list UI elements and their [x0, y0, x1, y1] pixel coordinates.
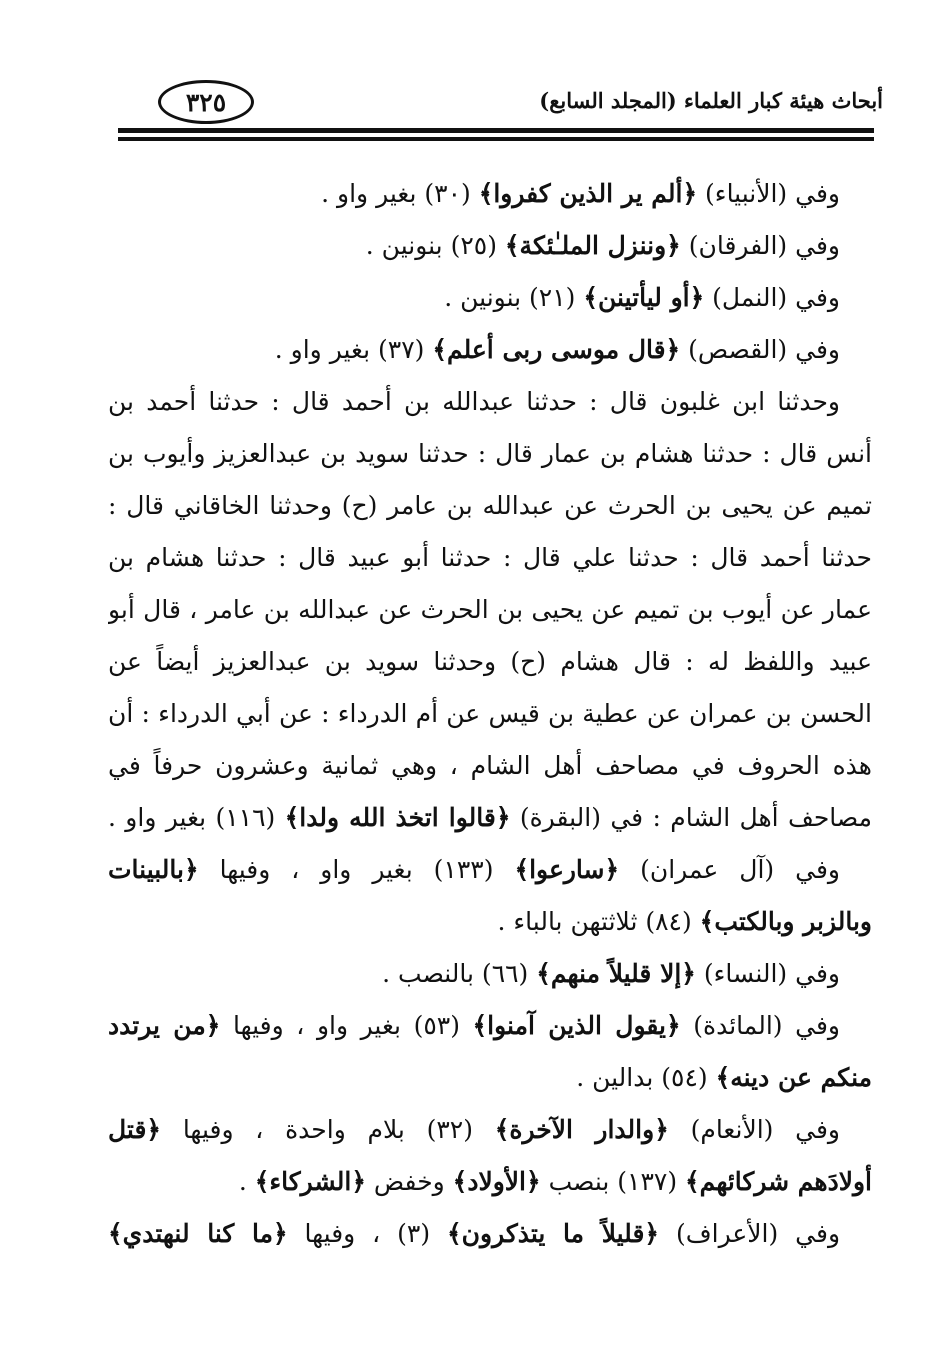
- text-segment: (٢١) بنونين .: [444, 283, 584, 312]
- quran-quote: ﴿من يرتدد: [108, 1011, 221, 1040]
- text-line: [108, 948, 872, 1000]
- text-segment: (٨٤) ثلاثتهن بالباء .: [497, 907, 700, 936]
- quran-quote: ﴿ألم ير الذين كفروا﴾: [478, 179, 698, 208]
- text-line: [108, 376, 872, 428]
- text-segment: (١١٦) بغير واو .: [108, 803, 285, 832]
- text-segment: وفي (الأنعام): [668, 1115, 841, 1144]
- text-line: [108, 636, 872, 688]
- text-segment: وفي (النساء): [695, 959, 840, 988]
- page-number: ٣٢٥: [185, 87, 227, 117]
- header-rule-thin: [118, 137, 874, 141]
- text-line: [108, 1000, 872, 1052]
- quran-quote: ﴿وننزل الملـٰئكة﴾: [504, 231, 681, 260]
- body-text: [108, 168, 872, 1260]
- quran-quote: ﴿الأولاد﴾: [452, 1167, 541, 1196]
- quran-quote: أولادَهم شركائهم﴾: [685, 1167, 872, 1196]
- text-segment: وخفض: [365, 1167, 453, 1196]
- text-line: [108, 896, 872, 948]
- text-segment: تميم عن يحيى بن الحرث عن عبدالله بن عامر (ح) وحدثنا الخاقاني قال :: [108, 491, 872, 520]
- text-line: [108, 688, 872, 740]
- text-line: [108, 272, 872, 324]
- text-line: [108, 480, 872, 532]
- text-segment: وفي (آل عمران): [619, 855, 840, 884]
- text-segment: (٣٧) بغير واو .: [274, 335, 433, 364]
- text-segment: حدثنا أحمد قال : حدثنا علي قال : حدثنا أبو عبيد قال : حدثنا هشام بن: [108, 543, 872, 572]
- text-segment: عبيد واللفظ له : قال هشام (ح) وحدثنا سويد بن عبدالعزيز أيضاً عن: [108, 647, 872, 676]
- page-number-oval: [158, 80, 254, 124]
- quran-quote: ﴿والدار الآخرة﴾: [494, 1115, 669, 1144]
- text-segment: وحدثنا ابن غلبون قال : حدثنا عبدالله بن أحمد قال : حدثنا أحمد بن: [108, 387, 840, 416]
- text-segment: (٣٠) بغير واو .: [321, 179, 479, 208]
- quran-quote: ﴿قتل: [108, 1115, 162, 1144]
- quran-quote: وبالزبر وبالكتب﴾: [699, 907, 872, 936]
- text-line: [108, 428, 872, 480]
- text-segment: وفي (الفرقان): [680, 231, 840, 260]
- quran-quote: ﴿ما كنا لنهتدي﴾: [108, 1219, 288, 1248]
- text-segment: (١٣٧) بنصب: [540, 1167, 686, 1196]
- text-segment: هذه الحروف في مصاحف أهل الشام ، وهي ثمانية وعشرون حرفاً في: [108, 751, 872, 780]
- text-segment: (٦٦) بالنصب .: [382, 959, 537, 988]
- text-segment: عمار عن أيوب بن تميم عن يحيى بن الحرث عن عبدالله بن عامر ، قال أبو: [108, 595, 872, 624]
- text-segment: أنس قال : حدثنا هشام بن عمار قال : حدثنا سويد بن عبدالعزيز وأيوب بن: [108, 439, 872, 468]
- text-segment: الحسن بن عمران عن عطية بن قيس عن أم الدرداء : عن أبي الدرداء : أن: [108, 699, 872, 728]
- text-segment: وفي (الأعراف): [659, 1219, 841, 1248]
- text-segment: وفي (القصص): [680, 335, 840, 364]
- text-segment: (٥٣) بغير واو ، وفيها: [220, 1011, 473, 1040]
- text-segment: (٣) ، وفيها: [287, 1219, 447, 1248]
- text-segment: وفي (النمل): [704, 283, 840, 312]
- text-segment: مصاحف أهل الشام : في (البقرة): [510, 803, 872, 832]
- quran-quote: منكم عن دينه﴾: [715, 1063, 872, 1092]
- text-line: [108, 1104, 872, 1156]
- quran-quote: ﴿قالوا اتخذ الله ولدا﴾: [284, 803, 511, 832]
- text-segment: (٢٥) بنونين .: [365, 231, 505, 260]
- quran-quote: ﴿إلا قليلاً منهم﴾: [536, 959, 696, 988]
- text-segment: (٥٤) بدالين .: [576, 1063, 716, 1092]
- text-line: [108, 1156, 872, 1208]
- text-segment: وفي (الأنبياء): [697, 179, 840, 208]
- quran-quote: ﴿قليلاً ما يتذكرون﴾: [446, 1219, 660, 1248]
- text-segment: (١٣٣) بغير واو ، وفيها: [198, 855, 515, 884]
- text-line: [108, 168, 872, 220]
- header-rule-thick: [118, 128, 874, 133]
- text-line: [108, 792, 872, 844]
- quran-quote: ﴿قال موسى ربى أعلم﴾: [432, 335, 681, 364]
- quran-quote: ﴿الشركاء﴾: [254, 1167, 366, 1196]
- text-line: [108, 1208, 872, 1260]
- text-line: [108, 584, 872, 636]
- text-line: [108, 740, 872, 792]
- quran-quote: ﴿يقول الذين آمنوا﴾: [472, 1011, 681, 1040]
- quran-quote: ﴿بالبينات: [108, 855, 199, 884]
- quran-quote: ﴿أو ليأتينن﴾: [583, 283, 705, 312]
- text-line: [108, 532, 872, 584]
- page-header: [0, 0, 943, 150]
- text-segment: وفي (المائدة): [680, 1011, 840, 1040]
- text-line: [108, 844, 872, 896]
- running-title: أبحاث هيئة كبار العلماء (المجلد السابع): [539, 88, 883, 113]
- text-line: [108, 324, 872, 376]
- text-segment: (٣٢) بلام واحدة ، وفيها: [161, 1115, 495, 1144]
- text-line: [108, 220, 872, 272]
- quran-quote: ﴿سارعوا﴾: [514, 855, 620, 884]
- text-line: [108, 1052, 872, 1104]
- text-segment: .: [238, 1167, 255, 1196]
